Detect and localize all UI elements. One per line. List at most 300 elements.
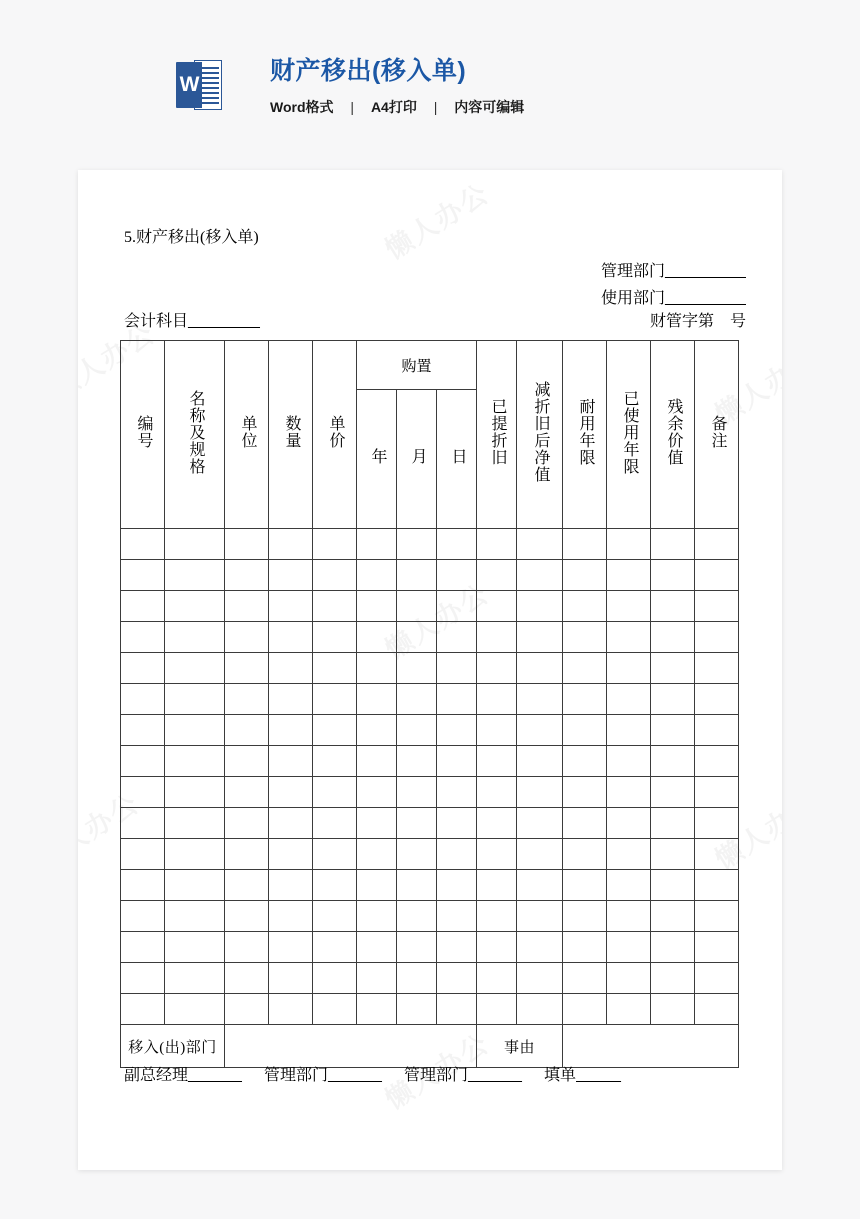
- table-cell[interactable]: [357, 777, 397, 808]
- table-cell[interactable]: [563, 653, 607, 684]
- table-cell[interactable]: [563, 746, 607, 777]
- table-cell[interactable]: [437, 560, 477, 591]
- table-cell[interactable]: [437, 777, 477, 808]
- table-cell[interactable]: [313, 560, 357, 591]
- table-cell[interactable]: [225, 684, 269, 715]
- table-cell[interactable]: [651, 963, 695, 994]
- col-header-accum-depreciation: 已提折旧: [477, 341, 517, 529]
- table-cell[interactable]: [651, 529, 695, 560]
- table-cell[interactable]: [651, 591, 695, 622]
- table-body: [121, 529, 739, 1025]
- table-cell[interactable]: [269, 901, 313, 932]
- table-cell[interactable]: [517, 529, 563, 560]
- table-cell[interactable]: [165, 715, 225, 746]
- table-cell[interactable]: [695, 746, 739, 777]
- manage-dept-label: 管理部门: [600, 263, 665, 280]
- table-row: [121, 870, 739, 901]
- table-cell[interactable]: [607, 777, 651, 808]
- table-cell[interactable]: [607, 591, 651, 622]
- table-cell[interactable]: [225, 715, 269, 746]
- col-header-unit-price: 单价: [313, 341, 357, 529]
- table-cell[interactable]: [357, 963, 397, 994]
- signature-rule[interactable]: ______: [188, 1067, 243, 1084]
- reason-label: 事由: [477, 1025, 563, 1068]
- table-cell[interactable]: [269, 963, 313, 994]
- table-cell[interactable]: [437, 622, 477, 653]
- reason-value[interactable]: [563, 1025, 739, 1068]
- manage-dept-rule[interactable]: _________: [665, 263, 746, 280]
- signature-rule[interactable]: ______: [328, 1067, 383, 1084]
- table-cell[interactable]: [225, 746, 269, 777]
- table-cell[interactable]: [397, 560, 437, 591]
- table-cell[interactable]: [313, 529, 357, 560]
- table-cell[interactable]: [357, 591, 397, 622]
- table-cell[interactable]: [269, 746, 313, 777]
- table-cell[interactable]: [437, 591, 477, 622]
- table-cell[interactable]: [477, 715, 517, 746]
- page-banner: [0, 0, 860, 160]
- table-cell[interactable]: [563, 901, 607, 932]
- table-cell[interactable]: [225, 529, 269, 560]
- table-cell[interactable]: [607, 746, 651, 777]
- table-cell[interactable]: [397, 839, 437, 870]
- signature-label: 管理部门: [404, 1067, 469, 1084]
- table-cell[interactable]: [269, 777, 313, 808]
- table-cell[interactable]: [357, 560, 397, 591]
- table-cell[interactable]: [357, 994, 397, 1025]
- table-cell[interactable]: [165, 839, 225, 870]
- table-cell[interactable]: [313, 963, 357, 994]
- table-cell[interactable]: [225, 870, 269, 901]
- table-cell[interactable]: [269, 932, 313, 963]
- table-cell[interactable]: [651, 870, 695, 901]
- table-cell[interactable]: [121, 932, 165, 963]
- table-cell[interactable]: [477, 870, 517, 901]
- table-cell[interactable]: [477, 808, 517, 839]
- table-row: [121, 653, 739, 684]
- table-cell[interactable]: [269, 529, 313, 560]
- table-cell[interactable]: [397, 870, 437, 901]
- table-cell[interactable]: [121, 839, 165, 870]
- table-footer-row: [121, 1025, 739, 1068]
- table-cell[interactable]: [313, 746, 357, 777]
- table-row: [121, 994, 739, 1025]
- signature-label: 管理部门: [264, 1067, 329, 1084]
- accounting-subject-field: [124, 312, 260, 332]
- table-cell[interactable]: [477, 622, 517, 653]
- table-cell[interactable]: [437, 653, 477, 684]
- table-cell[interactable]: [563, 529, 607, 560]
- table-cell[interactable]: [121, 808, 165, 839]
- table-cell[interactable]: [651, 684, 695, 715]
- table-cell[interactable]: [357, 684, 397, 715]
- table-cell[interactable]: [477, 529, 517, 560]
- table-cell[interactable]: [269, 560, 313, 591]
- table-cell[interactable]: [165, 653, 225, 684]
- table-cell[interactable]: [563, 963, 607, 994]
- table-cell[interactable]: [397, 653, 437, 684]
- table-cell[interactable]: [269, 715, 313, 746]
- use-dept-label: 使用部门: [600, 290, 665, 307]
- table-cell[interactable]: [607, 870, 651, 901]
- table-cell[interactable]: [397, 963, 437, 994]
- col-header-useful-life: 耐用年限: [563, 341, 607, 529]
- accounting-subject-rule[interactable]: ________: [188, 313, 261, 330]
- table-cell[interactable]: [165, 622, 225, 653]
- table-row: [121, 560, 739, 591]
- signature-rule[interactable]: _____: [576, 1067, 622, 1084]
- table-cell[interactable]: [695, 560, 739, 591]
- col-header-id: 编号: [121, 341, 165, 529]
- table-cell[interactable]: [269, 622, 313, 653]
- signature-manage-dept-2: [404, 1067, 522, 1084]
- table-cell[interactable]: [517, 684, 563, 715]
- table-header-top: [121, 341, 739, 390]
- transfer-dept-label: 移入(出)部门: [121, 1025, 225, 1068]
- table-cell[interactable]: [313, 715, 357, 746]
- table-cell[interactable]: [695, 932, 739, 963]
- table-cell[interactable]: [165, 994, 225, 1025]
- meta-format: Word格式: [270, 99, 334, 115]
- table-cell[interactable]: [477, 591, 517, 622]
- table-cell[interactable]: [313, 808, 357, 839]
- table-cell[interactable]: [313, 932, 357, 963]
- table-row: [121, 715, 739, 746]
- table-cell[interactable]: [607, 653, 651, 684]
- table-cell[interactable]: [563, 994, 607, 1025]
- table-cell[interactable]: [165, 932, 225, 963]
- table-cell[interactable]: [269, 808, 313, 839]
- table-cell[interactable]: [695, 684, 739, 715]
- table-cell[interactable]: [397, 715, 437, 746]
- table-cell[interactable]: [397, 529, 437, 560]
- table-cell[interactable]: [165, 560, 225, 591]
- table-cell[interactable]: [313, 994, 357, 1025]
- table-cell[interactable]: [607, 994, 651, 1025]
- document-heading: 5.财产移出(移入单): [124, 229, 259, 246]
- table-cell[interactable]: [437, 808, 477, 839]
- table-cell[interactable]: [651, 901, 695, 932]
- table-row: [121, 746, 739, 777]
- table-cell[interactable]: [695, 994, 739, 1025]
- table-cell[interactable]: [225, 808, 269, 839]
- table-cell[interactable]: [695, 653, 739, 684]
- accounting-subject-label: 会计科目: [124, 313, 189, 330]
- table-cell[interactable]: [517, 839, 563, 870]
- table-cell[interactable]: [397, 777, 437, 808]
- table-cell[interactable]: [477, 932, 517, 963]
- table-cell[interactable]: [563, 777, 607, 808]
- table-row: [121, 808, 739, 839]
- table-cell[interactable]: [563, 684, 607, 715]
- table-cell[interactable]: [269, 839, 313, 870]
- table-cell[interactable]: [313, 653, 357, 684]
- table-row: [121, 839, 739, 870]
- header-fields: [601, 258, 746, 312]
- table-cell[interactable]: [121, 684, 165, 715]
- table-cell[interactable]: [313, 777, 357, 808]
- table-cell[interactable]: [269, 591, 313, 622]
- word-icon-letter: W: [179, 73, 199, 96]
- table-cell[interactable]: [397, 591, 437, 622]
- table-cell[interactable]: [225, 591, 269, 622]
- table-cell[interactable]: [165, 870, 225, 901]
- table-cell[interactable]: [607, 529, 651, 560]
- manage-dept-field: [601, 258, 746, 285]
- table-cell[interactable]: [269, 653, 313, 684]
- property-transfer-table: [120, 340, 739, 1068]
- word-document-icon: [176, 60, 222, 114]
- table-cell[interactable]: [437, 963, 477, 994]
- table-cell[interactable]: [437, 746, 477, 777]
- table-cell[interactable]: [121, 777, 165, 808]
- table-cell[interactable]: [121, 715, 165, 746]
- table-cell[interactable]: [695, 591, 739, 622]
- table-cell[interactable]: [517, 622, 563, 653]
- col-header-used-years: 已使用年限: [607, 341, 651, 529]
- meta-print: A4打印: [370, 99, 417, 115]
- table-cell[interactable]: [165, 591, 225, 622]
- table-cell[interactable]: [225, 932, 269, 963]
- table-cell[interactable]: [695, 777, 739, 808]
- table-cell[interactable]: [695, 808, 739, 839]
- table-row: [121, 963, 739, 994]
- table-cell[interactable]: [397, 901, 437, 932]
- table-cell[interactable]: [695, 870, 739, 901]
- table-cell[interactable]: [357, 653, 397, 684]
- table-cell[interactable]: [357, 932, 397, 963]
- table-cell[interactable]: [313, 901, 357, 932]
- table-cell[interactable]: [517, 560, 563, 591]
- col-header-purchase-year: 年: [357, 390, 397, 529]
- signature-vice-gm: [124, 1067, 242, 1084]
- table-cell[interactable]: [269, 870, 313, 901]
- table-cell[interactable]: [477, 777, 517, 808]
- table-cell[interactable]: [607, 684, 651, 715]
- table-cell[interactable]: [563, 932, 607, 963]
- table-cell[interactable]: [357, 808, 397, 839]
- table-cell[interactable]: [437, 529, 477, 560]
- col-header-name-spec: 名称及规格: [165, 341, 225, 529]
- table-cell[interactable]: [517, 932, 563, 963]
- table-cell[interactable]: [651, 808, 695, 839]
- table-cell[interactable]: [269, 994, 313, 1025]
- table-cell[interactable]: [477, 994, 517, 1025]
- table-cell[interactable]: [313, 591, 357, 622]
- table-cell[interactable]: [313, 622, 357, 653]
- table-cell[interactable]: [607, 839, 651, 870]
- table-row: [121, 622, 739, 653]
- col-header-unit: 单位: [225, 341, 269, 529]
- table-row: [121, 932, 739, 963]
- table-cell[interactable]: [397, 994, 437, 1025]
- table-cell[interactable]: [477, 901, 517, 932]
- table-cell[interactable]: [607, 963, 651, 994]
- table-cell[interactable]: [121, 963, 165, 994]
- table-cell[interactable]: [695, 529, 739, 560]
- table-cell[interactable]: [225, 653, 269, 684]
- table-cell[interactable]: [225, 839, 269, 870]
- table-cell[interactable]: [165, 529, 225, 560]
- table-cell[interactable]: [437, 994, 477, 1025]
- document-body: [78, 170, 782, 1170]
- table-cell[interactable]: [563, 715, 607, 746]
- table-cell[interactable]: [121, 994, 165, 1025]
- table-cell[interactable]: [695, 839, 739, 870]
- table-row: [121, 684, 739, 715]
- table-row: [121, 901, 739, 932]
- col-header-purchase-month: 月: [397, 390, 437, 529]
- table-cell[interactable]: [225, 963, 269, 994]
- table-cell[interactable]: [651, 994, 695, 1025]
- table-cell[interactable]: [121, 870, 165, 901]
- table-cell[interactable]: [563, 591, 607, 622]
- table-cell[interactable]: [397, 622, 437, 653]
- signature-label: 填单: [544, 1067, 577, 1084]
- col-header-net-value: 减折旧后净值: [517, 341, 563, 529]
- document-number-field: 财管字第 号: [649, 313, 746, 330]
- table-cell[interactable]: [357, 529, 397, 560]
- table-cell[interactable]: [225, 622, 269, 653]
- use-dept-field: [601, 285, 746, 312]
- table-cell[interactable]: [651, 653, 695, 684]
- table-cell[interactable]: [651, 622, 695, 653]
- table-cell[interactable]: [165, 746, 225, 777]
- table-cell[interactable]: [563, 839, 607, 870]
- table-cell[interactable]: [517, 777, 563, 808]
- table-cell[interactable]: [695, 622, 739, 653]
- table-cell[interactable]: [517, 591, 563, 622]
- table-cell[interactable]: [437, 870, 477, 901]
- table-cell[interactable]: [607, 808, 651, 839]
- table-cell[interactable]: [357, 622, 397, 653]
- table-cell[interactable]: [517, 901, 563, 932]
- col-header-purchase-group: 购置: [357, 341, 477, 390]
- table-cell[interactable]: [165, 684, 225, 715]
- table-cell[interactable]: [437, 932, 477, 963]
- table-cell[interactable]: [357, 870, 397, 901]
- table-cell[interactable]: [437, 839, 477, 870]
- col-header-remark: 备注: [695, 341, 739, 529]
- table-cell[interactable]: [517, 715, 563, 746]
- table-cell[interactable]: [563, 808, 607, 839]
- col-header-quantity: 数量: [269, 341, 313, 529]
- table-cell[interactable]: [517, 808, 563, 839]
- table-cell[interactable]: [651, 746, 695, 777]
- col-header-purchase-day: 日: [437, 390, 477, 529]
- table-cell[interactable]: [517, 746, 563, 777]
- table-cell[interactable]: [397, 932, 437, 963]
- table-cell[interactable]: [225, 994, 269, 1025]
- table-cell[interactable]: [121, 653, 165, 684]
- table-cell[interactable]: [477, 560, 517, 591]
- table-cell[interactable]: [607, 560, 651, 591]
- table-cell[interactable]: [121, 746, 165, 777]
- table-cell[interactable]: [397, 684, 437, 715]
- table-cell[interactable]: [357, 715, 397, 746]
- table-cell[interactable]: [563, 622, 607, 653]
- signature-rule[interactable]: ______: [468, 1067, 523, 1084]
- meta-separator-1: |: [350, 99, 355, 115]
- table-cell[interactable]: [121, 591, 165, 622]
- table-cell[interactable]: [121, 622, 165, 653]
- col-header-residual-value: 残余价值: [651, 341, 695, 529]
- table-cell[interactable]: [437, 901, 477, 932]
- table-cell[interactable]: [563, 560, 607, 591]
- table-cell[interactable]: [607, 901, 651, 932]
- table-cell[interactable]: [225, 901, 269, 932]
- table-row: [121, 591, 739, 622]
- table-cell[interactable]: [517, 994, 563, 1025]
- table-cell[interactable]: [607, 715, 651, 746]
- signature-filler: [544, 1067, 621, 1084]
- table-cell[interactable]: [651, 932, 695, 963]
- table-cell[interactable]: [165, 963, 225, 994]
- table-cell[interactable]: [607, 932, 651, 963]
- table-cell[interactable]: [121, 901, 165, 932]
- table-cell[interactable]: [121, 560, 165, 591]
- table-cell[interactable]: [269, 684, 313, 715]
- table-cell[interactable]: [437, 715, 477, 746]
- table-cell[interactable]: [397, 808, 437, 839]
- meta-separator-2: |: [433, 99, 438, 115]
- table-cell[interactable]: [651, 777, 695, 808]
- use-dept-rule[interactable]: _________: [665, 290, 746, 307]
- table-cell[interactable]: [517, 963, 563, 994]
- table-cell[interactable]: [651, 839, 695, 870]
- meta-editable: 内容可编辑: [454, 99, 525, 115]
- table-cell[interactable]: [651, 560, 695, 591]
- table-cell[interactable]: [477, 963, 517, 994]
- table-cell[interactable]: [357, 901, 397, 932]
- table-cell[interactable]: [477, 839, 517, 870]
- table-cell[interactable]: [357, 746, 397, 777]
- table-cell[interactable]: [695, 715, 739, 746]
- table-cell[interactable]: [165, 808, 225, 839]
- table-cell[interactable]: [437, 684, 477, 715]
- table-cell[interactable]: [695, 901, 739, 932]
- signature-manage-dept-1: [264, 1067, 382, 1084]
- table-cell[interactable]: [225, 560, 269, 591]
- table-cell[interactable]: [313, 684, 357, 715]
- table-cell[interactable]: [357, 839, 397, 870]
- table-cell[interactable]: [397, 746, 437, 777]
- table-cell[interactable]: [313, 839, 357, 870]
- page-title: 财产移出(移入单): [270, 57, 467, 85]
- table-cell[interactable]: [517, 870, 563, 901]
- table-cell[interactable]: [165, 901, 225, 932]
- banner-meta: [270, 98, 524, 116]
- table-cell[interactable]: [121, 529, 165, 560]
- table-row: [121, 777, 739, 808]
- table-cell[interactable]: [651, 715, 695, 746]
- table-cell[interactable]: [477, 653, 517, 684]
- table-cell[interactable]: [165, 777, 225, 808]
- signature-label: 副总经理: [124, 1067, 189, 1084]
- transfer-dept-value[interactable]: [225, 1025, 477, 1068]
- table-cell[interactable]: [477, 684, 517, 715]
- table-cell[interactable]: [563, 870, 607, 901]
- signature-line: [124, 1065, 744, 1087]
- table-cell[interactable]: [607, 622, 651, 653]
- document-page: [78, 170, 782, 1170]
- table-cell[interactable]: [477, 746, 517, 777]
- table-row: [121, 529, 739, 560]
- table-cell[interactable]: [225, 777, 269, 808]
- table-cell[interactable]: [517, 653, 563, 684]
- table-cell[interactable]: [313, 870, 357, 901]
- table-cell[interactable]: [695, 963, 739, 994]
